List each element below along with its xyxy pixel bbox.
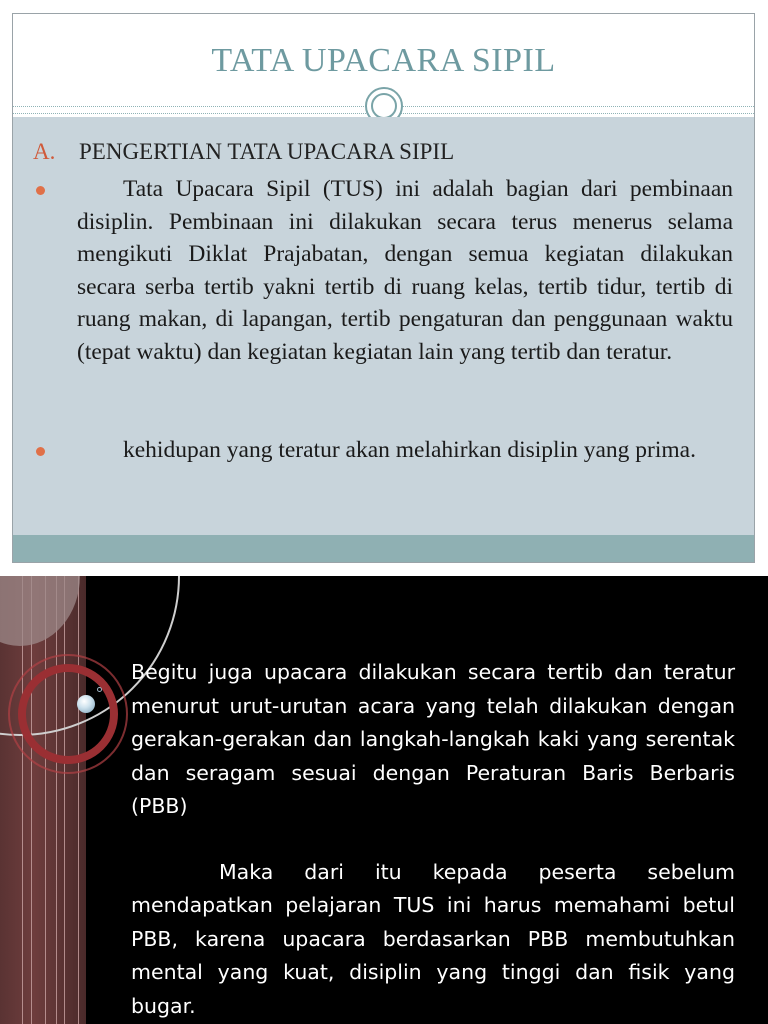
slide-title: TATA UPACARA SIPIL — [211, 42, 556, 79]
footer-bar — [13, 535, 754, 562]
slide-body — [13, 117, 754, 537]
bullet-icon — [36, 447, 45, 456]
list-item — [33, 173, 733, 368]
paragraph: Begitu juga upacara dilakukan secara tertib dan teratur menurut urut-urutan acara yang telah dilakukan dengan gerakan-gerakan dan langkah-langkah kaki yang serentak dan seragam sesuai dengan Peraturan Baris Berbaris (PBB) — [131, 660, 735, 818]
list-item-text: kehidupan yang teratur akan melahirkan disiplin yang prima. — [123, 437, 696, 463]
slide-2 — [0, 576, 768, 1024]
section-heading-text: PENGERTIAN TATA UPACARA SIPIL — [79, 139, 455, 164]
slide-1 — [12, 13, 755, 563]
list-item-text: Tata Upacara Sipil (TUS) ini adalah bagian dari pembinaan disiplin. Pembinaan ini dilakukan secara terus menerus selama mengikuti Diklat Prajabatan, dengan semua kegiatan dilakukan secara serba tertib yakni tertib di ruang kelas, tertib tidur, tertib di ruang makan, di lapangan, tertib pengaturan dan penggunaan waktu (tepat waktu) dan kegiatan kegiatan lain yang tertib dan teratur. — [77, 176, 733, 365]
red-ring-decoration — [18, 664, 118, 764]
section-letter: A. — [33, 139, 56, 164]
paragraph: Maka dari itu kepada peserta sebelum mendapatkan pelajaran TUS ini harus memahami betul PBB, karena upacara berdasarkan PBB membutuhkan mental yang kuat, disiplin yang tinggi dan fisik yang bugar. — [131, 859, 735, 1018]
bullet-icon — [36, 186, 45, 195]
section-heading — [33, 139, 454, 165]
list-item — [33, 434, 733, 467]
slide-2-content — [131, 656, 735, 1023]
glossy-dot-icon — [77, 695, 95, 713]
small-ring-icon — [97, 687, 102, 692]
